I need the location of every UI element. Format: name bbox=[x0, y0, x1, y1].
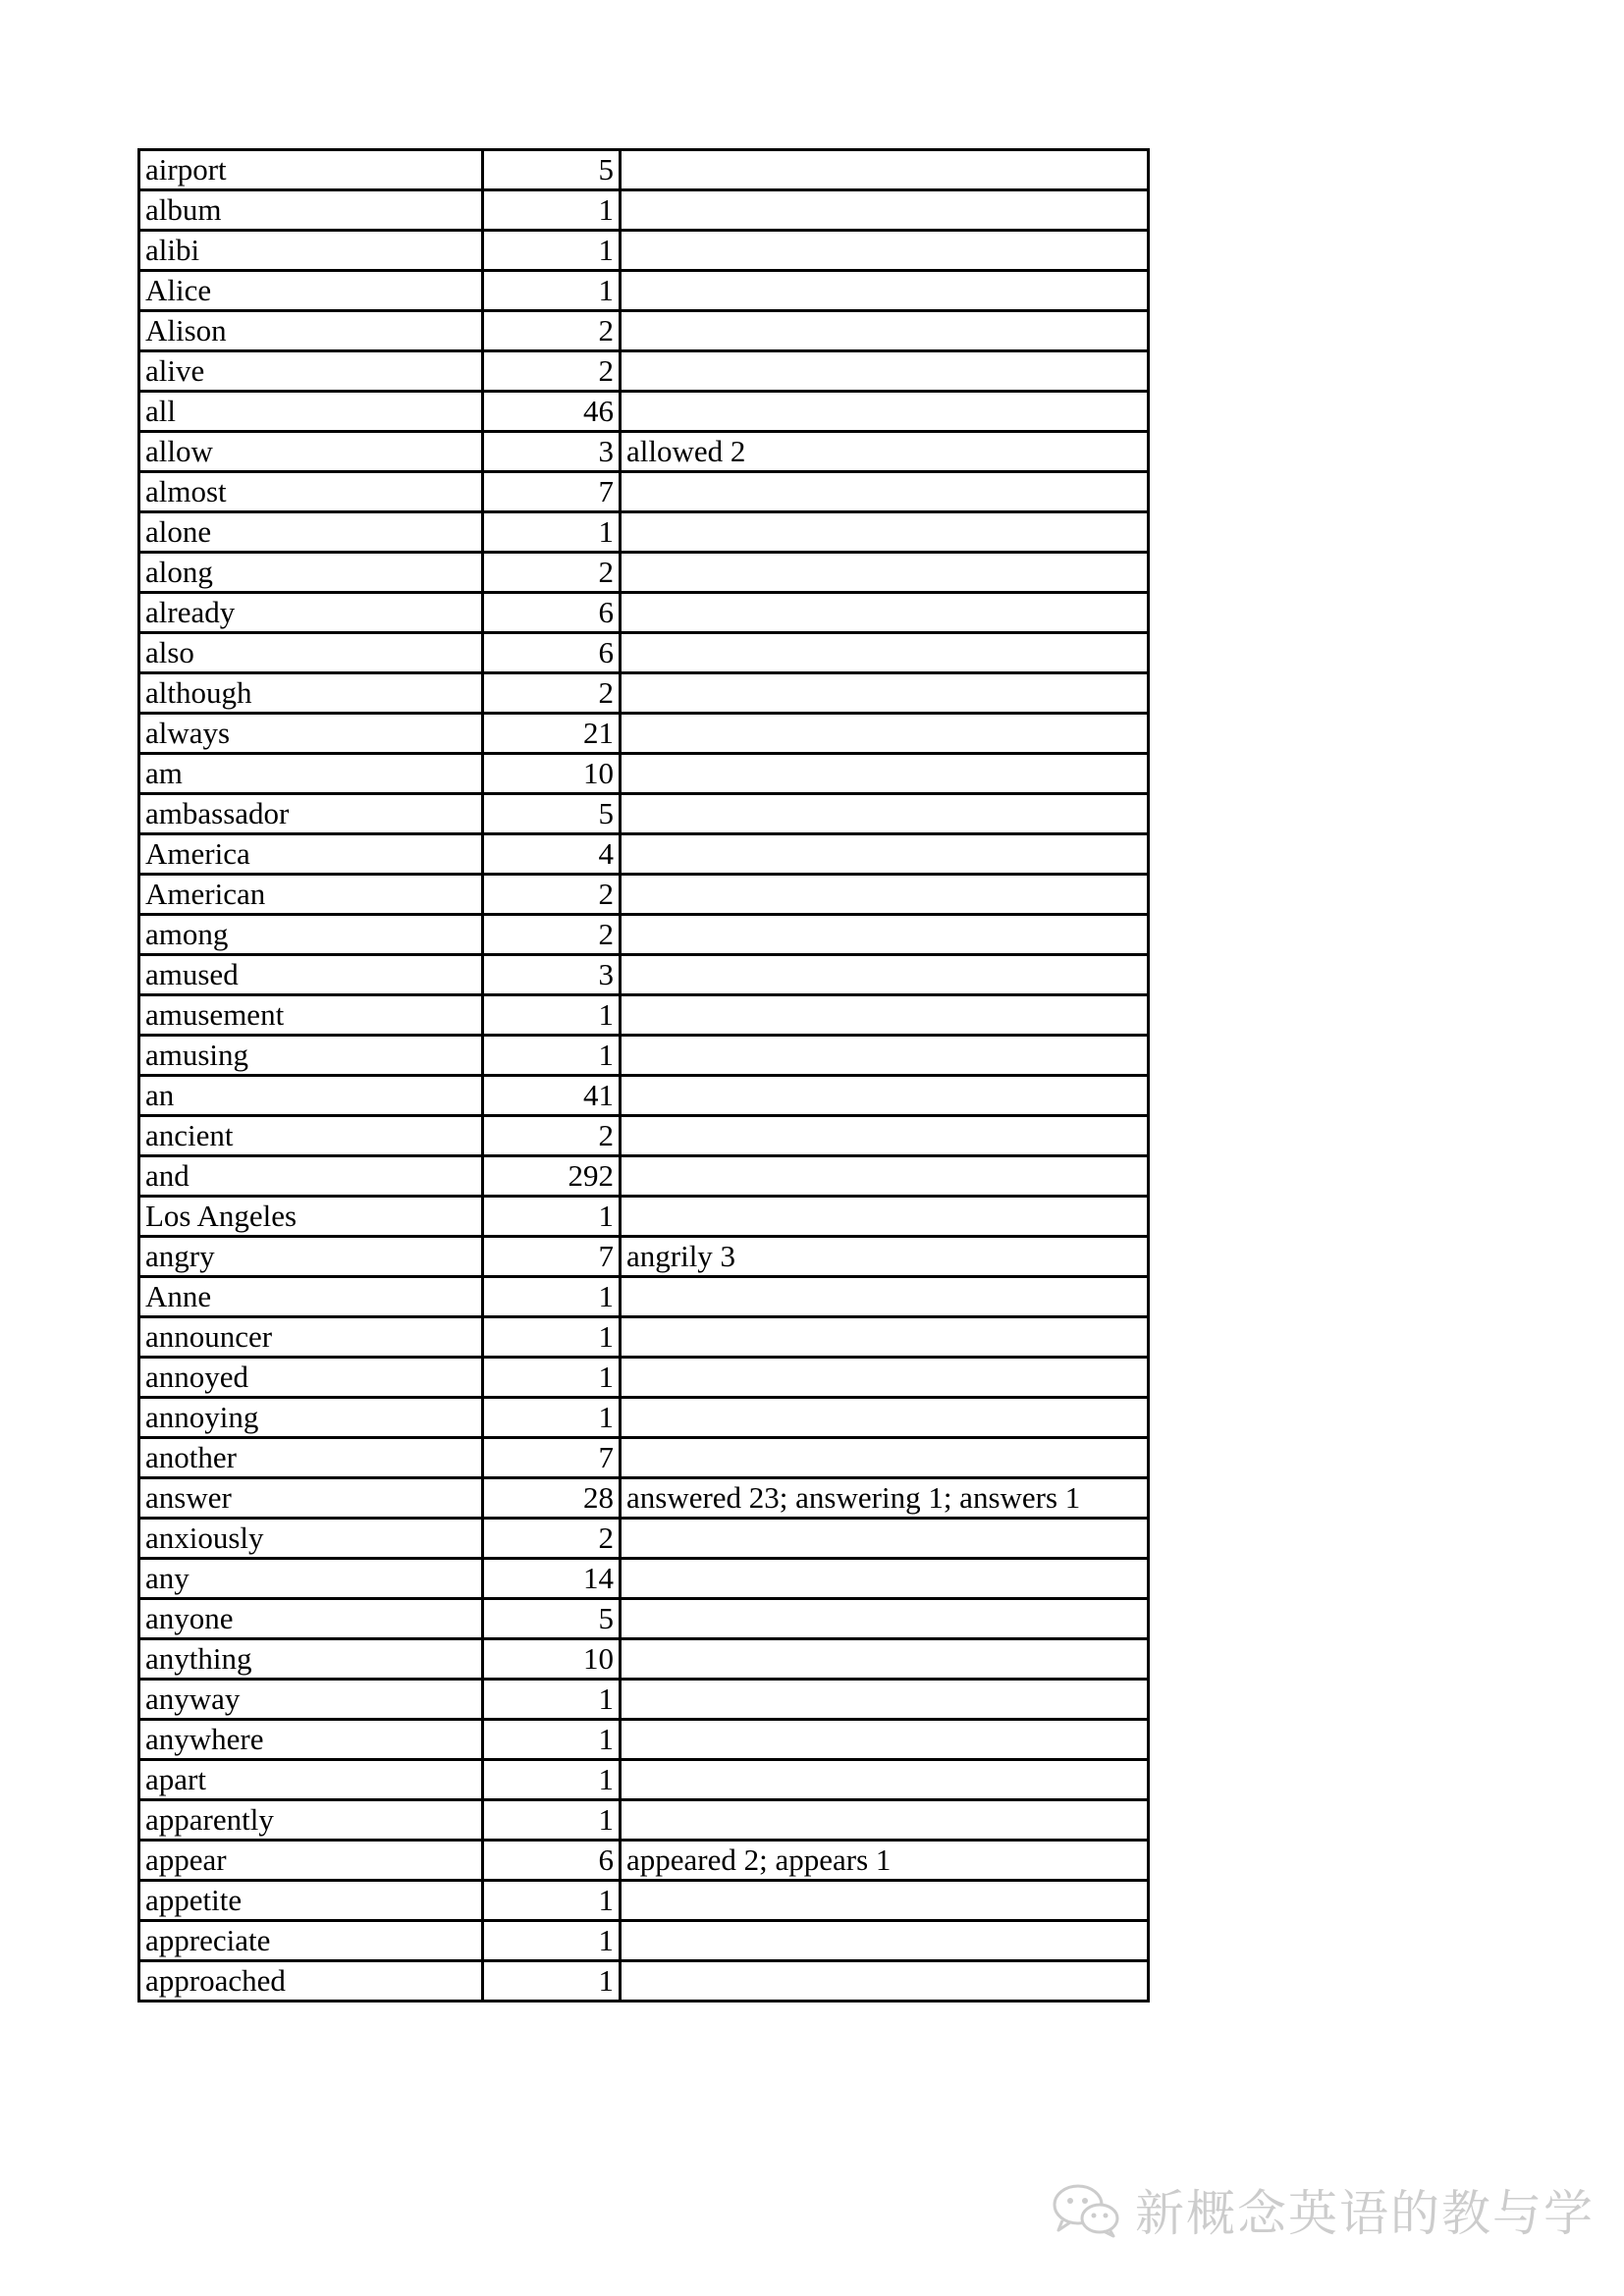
table-row bbox=[139, 231, 1149, 271]
word-cell: alibi bbox=[139, 231, 483, 271]
table-row bbox=[139, 1116, 1149, 1156]
word-cell: anyway bbox=[139, 1680, 483, 1720]
count-cell: 21 bbox=[483, 714, 621, 754]
forms-cell bbox=[621, 1961, 1149, 2002]
count-cell: 1 bbox=[483, 231, 621, 271]
watermark bbox=[1051, 2174, 1595, 2245]
word-cell: appreciate bbox=[139, 1921, 483, 1961]
word-cell: approached bbox=[139, 1961, 483, 2002]
table-row bbox=[139, 1599, 1149, 1639]
forms-cell bbox=[621, 1116, 1149, 1156]
table-row bbox=[139, 1680, 1149, 1720]
word-cell: Los Angeles bbox=[139, 1197, 483, 1237]
count-cell: 1 bbox=[483, 1800, 621, 1841]
forms-cell bbox=[621, 1277, 1149, 1317]
table-row bbox=[139, 714, 1149, 754]
forms-cell bbox=[621, 593, 1149, 633]
count-cell: 1 bbox=[483, 1680, 621, 1720]
table-row bbox=[139, 1841, 1149, 1881]
table-row bbox=[139, 1438, 1149, 1478]
table-row bbox=[139, 995, 1149, 1036]
word-cell: any bbox=[139, 1559, 483, 1599]
word-cell: answer bbox=[139, 1478, 483, 1519]
forms-cell bbox=[621, 1639, 1149, 1680]
table-row bbox=[139, 1559, 1149, 1599]
word-cell: album bbox=[139, 190, 483, 231]
count-cell: 7 bbox=[483, 1438, 621, 1478]
table-row bbox=[139, 673, 1149, 714]
forms-cell bbox=[621, 1921, 1149, 1961]
count-cell: 41 bbox=[483, 1076, 621, 1116]
table-row bbox=[139, 1237, 1149, 1277]
word-cell: another bbox=[139, 1438, 483, 1478]
forms-cell bbox=[621, 553, 1149, 593]
table-row bbox=[139, 1036, 1149, 1076]
forms-cell bbox=[621, 834, 1149, 875]
word-cell: annoying bbox=[139, 1398, 483, 1438]
forms-cell bbox=[621, 472, 1149, 512]
word-cell: airport bbox=[139, 150, 483, 190]
table-row bbox=[139, 1720, 1149, 1760]
count-cell: 7 bbox=[483, 1237, 621, 1277]
forms-cell bbox=[621, 1680, 1149, 1720]
count-cell: 46 bbox=[483, 392, 621, 432]
count-cell: 2 bbox=[483, 915, 621, 955]
count-cell: 2 bbox=[483, 1116, 621, 1156]
word-cell: anyone bbox=[139, 1599, 483, 1639]
forms-cell bbox=[621, 150, 1149, 190]
table-row bbox=[139, 472, 1149, 512]
forms-cell bbox=[621, 1358, 1149, 1398]
forms-cell bbox=[621, 1800, 1149, 1841]
word-cell: always bbox=[139, 714, 483, 754]
forms-cell: answered 23; answering 1; answers 1 bbox=[621, 1478, 1149, 1519]
table-row bbox=[139, 875, 1149, 915]
table-row bbox=[139, 1519, 1149, 1559]
count-cell: 1 bbox=[483, 1277, 621, 1317]
count-cell: 2 bbox=[483, 1519, 621, 1559]
word-cell: ambassador bbox=[139, 794, 483, 834]
count-cell: 1 bbox=[483, 190, 621, 231]
watermark-text: 新概念英语的教与学 bbox=[1135, 2185, 1595, 2242]
table-row bbox=[139, 1478, 1149, 1519]
table-row bbox=[139, 754, 1149, 794]
word-cell: and bbox=[139, 1156, 483, 1197]
word-cell: amused bbox=[139, 955, 483, 995]
forms-cell bbox=[621, 955, 1149, 995]
word-cell: allow bbox=[139, 432, 483, 472]
table-row bbox=[139, 553, 1149, 593]
word-cell: am bbox=[139, 754, 483, 794]
table-row bbox=[139, 633, 1149, 673]
count-cell: 3 bbox=[483, 432, 621, 472]
word-cell: ancient bbox=[139, 1116, 483, 1156]
table-row bbox=[139, 1317, 1149, 1358]
count-cell: 1 bbox=[483, 1720, 621, 1760]
word-cell: annoyed bbox=[139, 1358, 483, 1398]
word-cell: almost bbox=[139, 472, 483, 512]
count-cell: 1 bbox=[483, 995, 621, 1036]
word-cell: anxiously bbox=[139, 1519, 483, 1559]
table-row bbox=[139, 1076, 1149, 1116]
forms-cell bbox=[621, 754, 1149, 794]
forms-cell bbox=[621, 995, 1149, 1036]
forms-cell bbox=[621, 1076, 1149, 1116]
word-cell: all bbox=[139, 392, 483, 432]
wechat-icon bbox=[1051, 2181, 1121, 2238]
word-cell: anything bbox=[139, 1639, 483, 1680]
count-cell: 10 bbox=[483, 754, 621, 794]
count-cell: 3 bbox=[483, 955, 621, 995]
forms-cell bbox=[621, 794, 1149, 834]
forms-cell bbox=[621, 1599, 1149, 1639]
count-cell: 6 bbox=[483, 633, 621, 673]
word-cell: Anne bbox=[139, 1277, 483, 1317]
table-row bbox=[139, 351, 1149, 392]
count-cell: 10 bbox=[483, 1639, 621, 1680]
forms-cell bbox=[621, 1720, 1149, 1760]
count-cell: 5 bbox=[483, 150, 621, 190]
forms-cell bbox=[621, 1036, 1149, 1076]
count-cell: 1 bbox=[483, 1197, 621, 1237]
table-row bbox=[139, 593, 1149, 633]
table-row bbox=[139, 955, 1149, 995]
forms-cell: appeared 2; appears 1 bbox=[621, 1841, 1149, 1881]
table-row bbox=[139, 1277, 1149, 1317]
table-row bbox=[139, 834, 1149, 875]
forms-cell bbox=[621, 714, 1149, 754]
word-cell: among bbox=[139, 915, 483, 955]
count-cell: 5 bbox=[483, 1599, 621, 1639]
word-cell: American bbox=[139, 875, 483, 915]
forms-cell bbox=[621, 1197, 1149, 1237]
table-row bbox=[139, 1156, 1149, 1197]
table-row bbox=[139, 1921, 1149, 1961]
forms-cell bbox=[621, 231, 1149, 271]
table-row bbox=[139, 311, 1149, 351]
forms-cell bbox=[621, 190, 1149, 231]
count-cell: 2 bbox=[483, 311, 621, 351]
forms-cell bbox=[621, 915, 1149, 955]
word-cell: anywhere bbox=[139, 1720, 483, 1760]
count-cell: 2 bbox=[483, 351, 621, 392]
table-row bbox=[139, 271, 1149, 311]
table-row bbox=[139, 1760, 1149, 1800]
forms-cell bbox=[621, 392, 1149, 432]
count-cell: 1 bbox=[483, 1398, 621, 1438]
count-cell: 1 bbox=[483, 1921, 621, 1961]
word-cell: alone bbox=[139, 512, 483, 553]
forms-cell: allowed 2 bbox=[621, 432, 1149, 472]
word-cell: amusement bbox=[139, 995, 483, 1036]
count-cell: 1 bbox=[483, 1036, 621, 1076]
table-row bbox=[139, 794, 1149, 834]
word-frequency-table bbox=[137, 148, 1150, 2002]
count-cell: 6 bbox=[483, 593, 621, 633]
count-cell: 1 bbox=[483, 512, 621, 553]
count-cell: 1 bbox=[483, 1317, 621, 1358]
table-row bbox=[139, 512, 1149, 553]
count-cell: 1 bbox=[483, 1358, 621, 1398]
count-cell: 28 bbox=[483, 1478, 621, 1519]
count-cell: 1 bbox=[483, 271, 621, 311]
word-cell: also bbox=[139, 633, 483, 673]
count-cell: 6 bbox=[483, 1841, 621, 1881]
forms-cell bbox=[621, 1438, 1149, 1478]
word-cell: already bbox=[139, 593, 483, 633]
table-row bbox=[139, 915, 1149, 955]
forms-cell bbox=[621, 311, 1149, 351]
forms-cell bbox=[621, 1156, 1149, 1197]
forms-cell bbox=[621, 351, 1149, 392]
table-row bbox=[139, 1398, 1149, 1438]
count-cell: 2 bbox=[483, 553, 621, 593]
word-cell: alive bbox=[139, 351, 483, 392]
word-cell: although bbox=[139, 673, 483, 714]
word-cell: angry bbox=[139, 1237, 483, 1277]
word-cell: apparently bbox=[139, 1800, 483, 1841]
forms-cell bbox=[621, 875, 1149, 915]
word-cell: appear bbox=[139, 1841, 483, 1881]
word-cell: announcer bbox=[139, 1317, 483, 1358]
forms-cell: angrily 3 bbox=[621, 1237, 1149, 1277]
word-cell: appetite bbox=[139, 1881, 483, 1921]
word-cell: apart bbox=[139, 1760, 483, 1800]
count-cell: 1 bbox=[483, 1881, 621, 1921]
count-cell: 5 bbox=[483, 794, 621, 834]
count-cell: 2 bbox=[483, 673, 621, 714]
table-row bbox=[139, 1358, 1149, 1398]
table-row bbox=[139, 1197, 1149, 1237]
word-cell: amusing bbox=[139, 1036, 483, 1076]
forms-cell bbox=[621, 271, 1149, 311]
count-cell: 14 bbox=[483, 1559, 621, 1599]
table-row bbox=[139, 392, 1149, 432]
count-cell: 4 bbox=[483, 834, 621, 875]
table-row bbox=[139, 1881, 1149, 1921]
forms-cell bbox=[621, 1398, 1149, 1438]
count-cell: 7 bbox=[483, 472, 621, 512]
table-body bbox=[139, 150, 1149, 2002]
count-cell: 292 bbox=[483, 1156, 621, 1197]
forms-cell bbox=[621, 1760, 1149, 1800]
forms-cell bbox=[621, 633, 1149, 673]
table-row bbox=[139, 1961, 1149, 2002]
table-row bbox=[139, 150, 1149, 190]
table-row bbox=[139, 1800, 1149, 1841]
forms-cell bbox=[621, 1559, 1149, 1599]
forms-cell bbox=[621, 1881, 1149, 1921]
word-cell: America bbox=[139, 834, 483, 875]
table-row bbox=[139, 190, 1149, 231]
count-cell: 1 bbox=[483, 1961, 621, 2002]
count-cell: 2 bbox=[483, 875, 621, 915]
forms-cell bbox=[621, 1519, 1149, 1559]
word-cell: along bbox=[139, 553, 483, 593]
word-cell: an bbox=[139, 1076, 483, 1116]
forms-cell bbox=[621, 673, 1149, 714]
table-row bbox=[139, 432, 1149, 472]
word-cell: Alison bbox=[139, 311, 483, 351]
forms-cell bbox=[621, 512, 1149, 553]
word-cell: Alice bbox=[139, 271, 483, 311]
table-row bbox=[139, 1639, 1149, 1680]
forms-cell bbox=[621, 1317, 1149, 1358]
count-cell: 1 bbox=[483, 1760, 621, 1800]
